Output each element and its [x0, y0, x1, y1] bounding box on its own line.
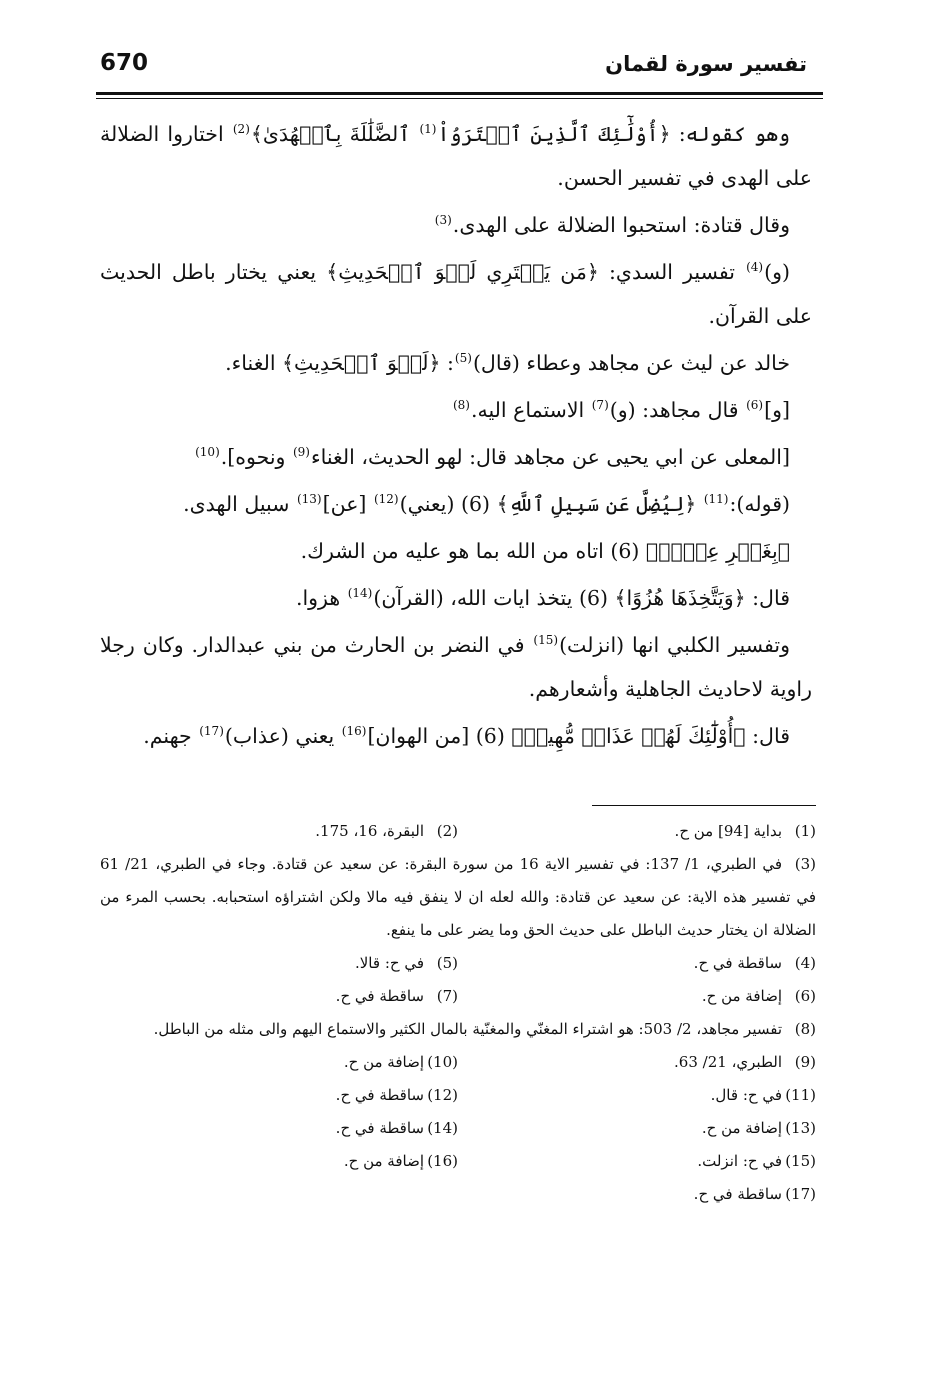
footnote-number: (16): [427, 1152, 458, 1170]
footnote-text: ساقطة في ح.: [693, 1185, 782, 1203]
text: ونحوه].: [220, 445, 292, 469]
text: [المعلى عن ابي يحيى عن مجاهد قال: لهو الحديث، الغناء: [310, 445, 790, 469]
text: اختاروا الضلالة على الهدى في تفسير الحسن.: [100, 122, 812, 190]
footnote-row: [100, 815, 816, 848]
footnote-marker: (16): [341, 724, 367, 739]
footnote-text: ساقطة في ح.: [335, 1086, 424, 1104]
paragraph-8: [100, 529, 812, 573]
footnote-text: ساقطة في ح.: [693, 954, 782, 972]
text: (6) (يعني): [399, 492, 497, 516]
page-number: 670: [100, 50, 149, 76]
footnote-7: [100, 980, 458, 1013]
footnote-row: [100, 1112, 816, 1145]
footnote-marker: (6): [746, 398, 764, 413]
quran-quote: ﴿لَهۡوَ ٱلۡحَدِيثِ﴾: [282, 351, 441, 375]
footnote-13: [458, 1112, 816, 1145]
footnote-6: [458, 980, 816, 1013]
footnote-text: ساقطة في ح.: [335, 987, 424, 1005]
footnote-text: تفسير مجاهد، 2/ 503: هو اشتراء المغنّي والمغنّية بالمال الكثير والاستماع اليهم والى مثله من الباطل.: [153, 1020, 782, 1038]
quran-quote: ﴿أُوْلَٰٓئِكَ ٱلَّذِينَ ٱشۡتَرَوُاْ: [437, 122, 671, 146]
footnote-marker: (11): [703, 492, 729, 507]
footnote-1: [458, 815, 816, 848]
quran-quote: ﴿بِغَيۡرِ عِلۡمٖ﴾: [645, 539, 790, 563]
footnote-row: [100, 1178, 816, 1211]
paragraph-3: [100, 250, 812, 338]
footnote-number: (10): [427, 1053, 458, 1071]
footnote-row: [100, 980, 816, 1013]
text: (و): [764, 260, 790, 284]
footnote-marker: (15): [533, 633, 559, 648]
footnote-number: (11): [785, 1086, 816, 1104]
footnote-marker: (10): [195, 445, 220, 460]
footnote-marker: (9): [292, 445, 310, 460]
footnote-row: [100, 1145, 816, 1178]
footnote-16: [100, 1145, 458, 1178]
paragraph-6: [100, 435, 812, 479]
footnote-number: (5): [436, 954, 458, 972]
footnote-text: في الطبري، 1/ 137: في تفسير الاية 16 من سورة البقرة: عن سعيد عن قتادة. وجاء في الطبري، 21/ 61 في تفسير هذه الاية: عن سعيد عن قتادة: والله لعله ان لا ينفق فيه مالا ولكن اشتراؤه استحبابه. بحسب المرء من الضلالة ان يختار حديث الباطل على حديث الحق وما يضر على ما ينفع.: [100, 855, 816, 939]
footnote-marker: (3): [434, 213, 452, 228]
footnote-text: إضافة من ح.: [701, 987, 782, 1005]
footnote-marker: (12): [373, 492, 399, 507]
running-title: تفسير سورة لقمان: [605, 52, 807, 76]
header-rule-thin: [96, 98, 823, 99]
paragraph-4: [100, 341, 812, 385]
footnote-text: ساقطة في ح.: [335, 1119, 424, 1137]
quran-quote: ﴿وَيَتَّخِذَهَا هُزُوًا﴾: [614, 586, 746, 610]
footnote-text: في ح: قالا.: [354, 954, 424, 972]
header-rule-thick: [96, 92, 823, 95]
footnote-3: [100, 848, 816, 947]
footnote-number: (15): [785, 1152, 816, 1170]
footnote-text: البقرة، 16، 175.: [315, 822, 424, 840]
footnote-number: (14): [427, 1119, 458, 1137]
footnote-17: [458, 1178, 816, 1211]
footnote-text: في ح: قال.: [710, 1086, 782, 1104]
footnote-marker: (1): [419, 122, 437, 137]
paragraph-2: [100, 203, 812, 247]
footnote-number: (17): [785, 1185, 816, 1203]
text: جهنم.: [143, 724, 199, 748]
footnote-text: إضافة من ح.: [701, 1119, 782, 1137]
text: قال مجاهد: (و): [609, 398, 746, 422]
footnote-2: [100, 815, 458, 848]
footnote-12: [100, 1079, 458, 1112]
text: سبيل الهدى.: [183, 492, 296, 516]
footnote-number: (7): [436, 987, 458, 1005]
footnote-number: (6): [794, 987, 816, 1005]
footnote-number: (8): [794, 1020, 816, 1038]
text: [عن]: [322, 492, 373, 516]
text: وهو كقوله:: [670, 122, 790, 146]
text: [و]: [764, 398, 790, 422]
footnote-marker: (14): [347, 586, 373, 601]
paragraph-7: [100, 482, 812, 526]
paragraph-5: [100, 388, 812, 432]
footnote-separator: [592, 805, 816, 806]
footnote-14: [100, 1112, 458, 1145]
footnote-text: في ح: انزلت.: [697, 1152, 782, 1170]
footnote-text: إضافة من ح.: [343, 1152, 424, 1170]
footnote-text: بداية [94] من ح.: [674, 822, 782, 840]
quran-quote: ﴿مَن يَشۡتَرِي لَهۡوَ ٱلۡحَدِيثِ﴾: [326, 260, 599, 284]
footnote-15: [458, 1145, 816, 1178]
footnote-number: (4): [794, 954, 816, 972]
text: خالد عن ليث عن مجاهد وعطاء (قال): [472, 351, 790, 375]
footnotes: [100, 815, 816, 1211]
footnote-marker: (5): [454, 351, 472, 366]
footnote-marker: (8): [452, 398, 470, 413]
footnote-row: [100, 1079, 816, 1112]
footnote-10: [100, 1046, 458, 1079]
paragraph-9: [100, 576, 812, 620]
text: :: [440, 351, 454, 375]
footnote-number: (9): [794, 1053, 816, 1071]
footnote-marker: (2): [232, 122, 250, 137]
text: قال:: [745, 724, 790, 748]
main-text: [100, 112, 812, 761]
text: (قوله):: [729, 492, 790, 516]
footnote-number: (13): [785, 1119, 816, 1137]
footnote-number: (2): [436, 822, 458, 840]
footnote-8: [100, 1013, 816, 1046]
quran-quote: ﴿لِيُضِلَّ عَن سَبِيلِ ٱللَّهِ﴾: [496, 492, 703, 516]
text: يعني يختار باطل الحديث على القرآن.: [100, 260, 812, 328]
paragraph-10: [100, 623, 812, 711]
text: (6) [من الهوان]: [367, 724, 512, 748]
text: وتفسير الكلبي انها (انزلت): [559, 633, 791, 657]
footnote-text: إضافة من ح.: [343, 1053, 424, 1071]
footnote-text: الطبري، 21/ 63.: [674, 1053, 782, 1071]
text: (6) اتاه من الله بما هو عليه من الشرك.: [300, 539, 646, 563]
footnote-11: [458, 1079, 816, 1112]
text: وقال قتادة: استحبوا الضلالة على الهدى.: [452, 213, 790, 237]
footnote-row: [100, 947, 816, 980]
footnote-marker: (7): [591, 398, 609, 413]
text: في النضر بن الحارث من بني عبدالدار. وكان رجلا راوية لاحاديث الجاهلية وأشعارهم.: [100, 633, 812, 701]
quran-quote: ٱلضَّلَٰلَةَ بِٱلۡهُدَىٰ﴾: [250, 122, 419, 146]
text: الغناء.: [225, 351, 283, 375]
footnote-5: [100, 947, 458, 980]
text: الاستماع اليه.: [470, 398, 591, 422]
footnote-marker: (17): [199, 724, 224, 739]
footnote-marker: (13): [296, 492, 322, 507]
paragraph-11: [100, 714, 812, 758]
text: (6) يتخذ ايات الله، (القرآن): [373, 586, 615, 610]
paragraph-1: [100, 112, 812, 200]
quran-quote: ﴿أُوْلَٰٓئِكَ لَهُمۡ عَذَابٞ مُّهِينٞ﴾: [511, 724, 746, 748]
text: هزوا.: [295, 586, 347, 610]
text: يعني (عذاب): [224, 724, 341, 748]
footnote-row: [100, 1046, 816, 1079]
text: تفسير السدي:: [598, 260, 746, 284]
text: قال:: [745, 586, 790, 610]
footnote-marker: (4): [746, 260, 764, 275]
footnote-4: [458, 947, 816, 980]
footnote-number: (3): [794, 855, 816, 873]
footnote-number: (12): [427, 1086, 458, 1104]
footnote-number: (1): [794, 822, 816, 840]
footnote-9: [458, 1046, 816, 1079]
